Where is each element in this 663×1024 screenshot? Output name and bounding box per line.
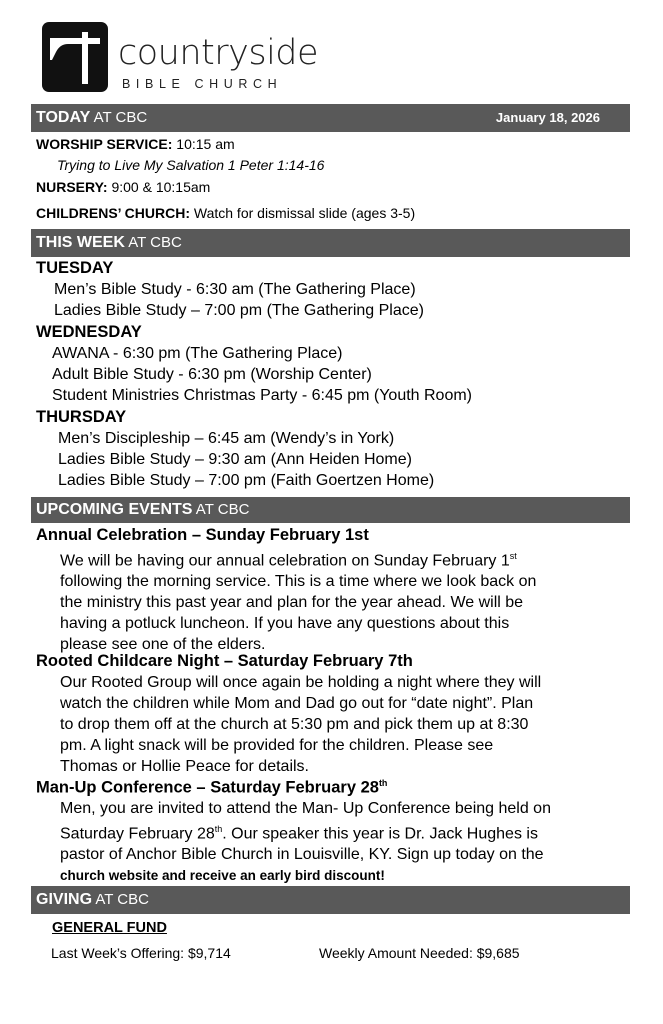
event-title: Rooted Childcare Night – Saturday February 7th — [36, 652, 413, 670]
day-heading: THURSDAY — [36, 408, 127, 426]
event-line: please see one of the elders. — [60, 636, 266, 654]
logo-subtitle: BIBLE CHURCH — [122, 77, 283, 91]
upcoming-header — [31, 497, 630, 523]
day-heading: TUESDAY — [36, 259, 114, 277]
event-line: church website and receive an early bird discount! — [60, 868, 385, 884]
event-title-superscript: th — [378, 778, 388, 788]
sermon-title: Trying to Live My Salvation 1 Peter 1:14-16 — [57, 157, 325, 173]
event-line: We will be having our annual celebration on Sunday February 1 — [60, 552, 510, 570]
event-description — [60, 546, 630, 655]
event-line: . Our speaker this year is Dr. Jack Hughes is — [222, 825, 538, 843]
event-superscript: th — [214, 824, 223, 834]
general-fund-heading: GENERAL FUND — [52, 920, 167, 936]
week-event: Men’s Bible Study - 6:30 am (The Gathering Place) — [54, 281, 416, 298]
week-event: AWANA - 6:30 pm (The Gathering Place) — [52, 345, 343, 362]
giving-title-suffix: AT CBC — [92, 891, 149, 908]
event-title — [36, 778, 387, 797]
childrens-church — [36, 205, 415, 223]
nursery — [36, 179, 210, 197]
nursery-label: NURSERY: — [36, 179, 108, 195]
event-title-text: Man-Up Conference – Saturday February 28 — [36, 778, 379, 797]
childrens-label: CHILDRENS’ CHURCH: — [36, 205, 190, 221]
nursery-time: 9:00 & 10:15am — [107, 179, 211, 195]
week-event: Men’s Discipleship – 6:45 am (Wendy’s in York) — [58, 430, 395, 447]
worship-label: WORSHIP SERVICE: — [36, 136, 173, 152]
today-header — [31, 104, 630, 132]
weekly-amount-needed: Weekly Amount Needed: $9,685 — [319, 945, 520, 961]
event-superscript: st — [509, 551, 517, 561]
worship-time: 10:15 am — [172, 136, 235, 152]
church-logo — [42, 22, 342, 96]
this-week-title-suffix: AT CBC — [124, 234, 182, 251]
event-description — [60, 672, 630, 777]
cross-logo-icon — [42, 22, 108, 92]
event-line: the ministry this past year and plan for the year ahead. We will be — [60, 594, 524, 612]
week-event: Ladies Bible Study – 9:30 am (Ann Heiden Home) — [58, 451, 412, 468]
worship-service — [36, 136, 235, 154]
bulletin-date: January 18, 2026 — [495, 110, 600, 125]
childrens-text: Watch for dismissal slide (ages 3-5) — [190, 205, 416, 221]
logo-wordmark: countryside — [118, 33, 319, 73]
event-title: Annual Celebration – Sunday February 1st — [36, 526, 369, 544]
event-line: to drop them off at the church at 5:30 pm and pick them up at 8:30 — [60, 716, 529, 733]
day-heading: WEDNESDAY — [36, 323, 142, 341]
event-line: following the morning service. This is a time where we look back on — [60, 573, 537, 591]
week-event: Adult Bible Study - 6:30 pm (Worship Center) — [52, 366, 372, 383]
event-line: pastor of Anchor Bible Church in Louisville, KY. Sign up today on the — [60, 846, 544, 864]
event-description — [60, 798, 630, 886]
week-event: Ladies Bible Study – 7:00 pm (Faith Goertzen Home) — [58, 472, 435, 489]
giving-title: GIVING — [36, 891, 93, 908]
this-week-title: THIS WEEK — [36, 234, 125, 251]
event-line: having a potluck luncheon. If you have any questions about this — [60, 615, 510, 633]
giving-header — [31, 886, 630, 914]
today-title: TODAY — [36, 109, 91, 126]
today-title-suffix: AT CBC — [90, 109, 148, 126]
event-line: pm. A light snack will be provided for the children. Please see — [60, 737, 494, 754]
week-event: Ladies Bible Study – 7:00 pm (The Gathering Place) — [54, 302, 424, 319]
event-line: Thomas or Hollie Peace for details. — [60, 758, 309, 775]
this-week-header — [31, 229, 630, 257]
event-line: watch the children while Mom and Dad go out for “date night”. Plan — [60, 695, 534, 712]
event-line: Men, you are invited to attend the Man- Up Conference being held on — [60, 800, 551, 817]
upcoming-title: UPCOMING EVENTS — [36, 501, 193, 518]
event-line: Saturday February 28 — [60, 825, 215, 843]
event-line: Our Rooted Group will once again be holding a night where they will — [60, 674, 542, 691]
upcoming-title-suffix: AT CBC — [192, 501, 250, 518]
last-week-offering: Last Week’s Offering: $9,714 — [51, 945, 231, 961]
week-event: Student Ministries Christmas Party - 6:45 pm (Youth Room) — [52, 387, 473, 404]
